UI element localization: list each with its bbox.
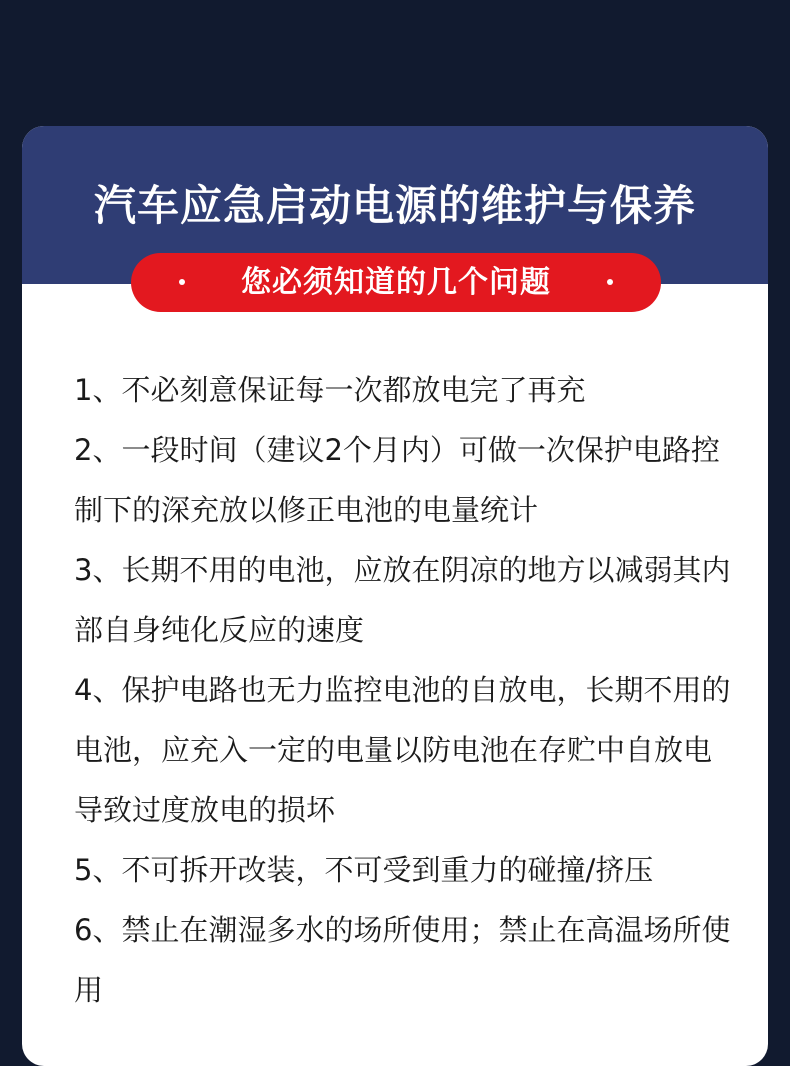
list-item: 4、保护电路也无力监控电池的自放电，长期不用的电池，应充入一定的电量以防电池在存贮中自放电导致过度放电的损坏 <box>74 673 731 827</box>
list-item: 6、禁止在潮湿多水的场所使用；禁止在高温场所使用 <box>74 913 731 1007</box>
subtitle-text: 您必须知道的几个问题 <box>241 265 551 300</box>
bullet-dot-left <box>179 279 185 285</box>
page-title: 汽车应急启动电源的维护与保养 <box>93 181 696 230</box>
list-item: 1、不必刻意保证每一次都放电完了再充 <box>74 373 586 407</box>
maintenance-list <box>74 360 734 1020</box>
bullet-dot-right <box>607 279 613 285</box>
list-item: 5、不可拆开改装，不可受到重力的碰撞/挤压 <box>74 853 654 887</box>
subtitle-banner <box>131 253 661 312</box>
list-item: 3、长期不用的电池，应放在阴凉的地方以减弱其内部自身纯化反应的速度 <box>74 553 731 647</box>
list-item: 2、一段时间（建议2个月内）可做一次保护电路控制下的深充放以修正电池的电量统计 <box>74 433 720 527</box>
